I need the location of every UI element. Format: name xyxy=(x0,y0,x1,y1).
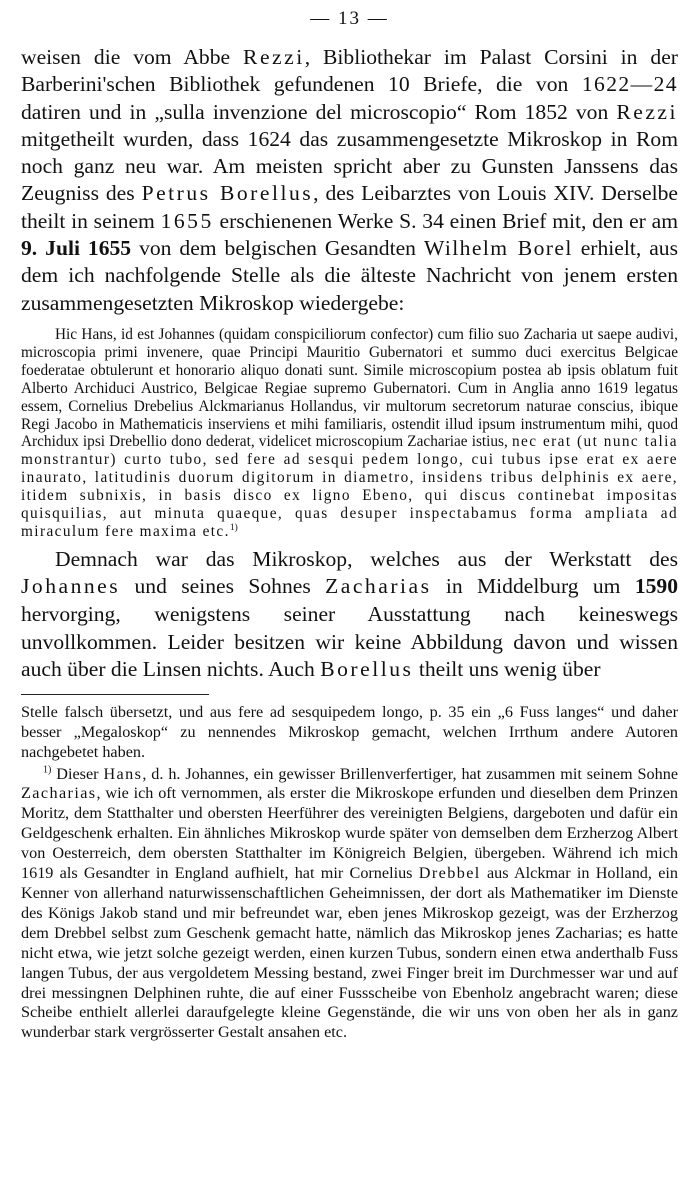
text-run: Dieser xyxy=(51,764,104,783)
person-name-johannes: Johannes xyxy=(21,574,121,599)
footnote-1 xyxy=(21,765,678,1044)
text-run: in Middelburg um xyxy=(431,574,635,599)
main-paragraph-2 xyxy=(21,546,678,684)
text-run: , d. h. Johannes, ein gewisser Brillenverfertiger, hat zusammen mit seinem Sohne xyxy=(142,764,679,783)
footnote-marker: 1) xyxy=(43,764,52,776)
latin-quotation xyxy=(21,326,678,541)
footnote-continued: Stelle falsch übersetzt, und aus fere ad sesquipedem longo, p. 35 ein „6 Fuss langes“ und daher besser „Megaloskop“ zu nennendes Mikroskop gemacht, welchen Irrthum andere Autoren nachgebetet haben. xyxy=(21,702,678,761)
text-run: weisen die vom Abbe xyxy=(21,45,244,69)
author-name-borellus: Petrus Borellus xyxy=(141,181,314,206)
author-name-borellus: Borellus xyxy=(320,657,414,682)
person-name-zacharias: Zacharias xyxy=(325,574,432,599)
text-run: theilt uns wenig über xyxy=(413,657,601,682)
text-run: Demnach war das Mikroskop, welches aus der Werkstatt des xyxy=(55,546,678,571)
text-run: hervorging, wenigstens seiner Ausstattung nach keineswegs unvollkommen. Leider besitzen wir keine Abbildung davon und wissen auch über die Linsen nichts. Auch xyxy=(21,602,678,682)
footnote-ref: 1) xyxy=(229,522,238,533)
text-run: erhielt, aus dem ich nachfolgende Stelle als die älteste Nachricht von jenem ersten zusammengesetzten Mikroskop wiedergebe: xyxy=(21,236,679,315)
text-run: von dem belgischen Gesandten xyxy=(131,236,424,261)
quote-text-spaced: nec erat (ut nunc talia monstrantur) curto tubo, sed fere ad sesqui pedem longo, cui tubus ipse erat ex aere inaurato, latitudinis duorum digitorum in diametro, insidens tribus delphinis ex aere, itidem subnixis, in basis disco ex ligno Ebeno, qui discus continebat impositas quisquilias, aut minuta quaeque, quas desuper inspectabamus forma ampliata ad miraculum fere maxima etc. xyxy=(21,433,678,540)
main-paragraph-1 xyxy=(21,44,678,317)
date-emphasis: 9. Juli 1655 xyxy=(21,236,132,261)
year-emphasis: 1590 xyxy=(634,574,678,599)
text-run: mitgetheilt wurden, dass 1624 das zusammengesetzte Mikroskop in Rom noch ganz neu war. Am meisten spricht aber zu Gunsten Janssens das Zeugniss des xyxy=(21,126,678,206)
person-name-hans: Hans xyxy=(103,764,143,783)
person-name-drebbel: Drebbel xyxy=(418,864,481,883)
text-run: , Bibliothekar im Palast Corsini in der Barberini'schen Bibliothek gefundenen 10 Briefe, die von xyxy=(21,45,678,97)
text-run: erschienenen Werke S. 34 einen Brief mit, den er am xyxy=(213,208,678,233)
text-run: und seines Sohnes xyxy=(120,574,326,599)
year: 1655 xyxy=(160,208,214,233)
text-run: datiren und in „sulla invenzione del microscopio“ Rom 1852 von xyxy=(21,99,617,124)
footnote-divider xyxy=(21,694,209,695)
text-run: , des Leibarztes von Louis XIV. Derselbe theilt in seinem xyxy=(21,181,678,233)
text-run: , wie ich oft vernommen, als erster die Mikroskope erfunden und dieselben dem Prinzen Moritz, dem Statthalter und obersten Heerführer des vereinigten Belgiens, dargeboten und dafür ein Geldgeschenk erhalten. Ein ähnliches Mikroskop wurde später von demselben dem Erzherzog Albert von Oesterreich, dem obersten Statthalter im Königreich Belgien, übergeben. Während ich mich 1619 als Gesandter in England aufhielt, hat mir Cornelius xyxy=(21,784,678,883)
page-number: — 13 — xyxy=(310,8,389,29)
text-run: aus Alckmar in Holland, ein Kenner von allerhand naturwissenschaftlichen Geheimnissen, der dort als Mathematiker im Dienste des Königs Jakob stand und mir befreundet war, eben jenes Mikroskop gezeigt, was der Erzherzog dem Drebbel selbst zum Geschenk gemacht hatte, nämlich das Mikroskop jenes Zacharias; es hatte nicht etwa, wie jetzt solche gezeigt werden, einen kurzen Tubus, sondern einen etwa anderthalb Fuss langen Tubus, der aus vergoldetem Messing bestand, zwei Finger breit im Durchmesser war und auf drei messingnen Delphinen ruhte, die auf einer Fussscheibe von Ebenholz angebracht waren; diese Scheibe enthielt allerlei daraufgelegte kleine Gegenstände, die wir uns von oben her als in ganz wunderbar stark vergrösserter Gestalt ansahen etc. xyxy=(21,864,679,1042)
author-name-rezzi: Rezzi xyxy=(616,99,678,124)
author-name-rezzi: Rezzi xyxy=(243,45,305,69)
quote-text: Hic Hans, id est Johannes (quidam conspiciliorum confector) cum filio suo Zacharia ut saepe audivi, microscopia primi invenere, quae Principi Mauritio Gubernatori et summo duci exercitus Belgicae foederatae obtulerunt et honorario aliquo donati sunt. Simile microscopium postea ab ipsis oblatum fuit Alberto Archiduci Austrico, Belgicae Regiae supremo Gubernatori. Cum in Anglia anno 1619 legatus essem, Cornelius Drebelius Alckmarianus Hollandus, vir multorum secretorum naturae conscius, ibique Regi Jacobo in Mathematicis inserviens et mihi familiaris, ostendit illud ipsum instrumentum mihi, quod Archidux ipsi Drebellio dono dederat, videlicet microscopium Zachariae istius, xyxy=(21,325,678,451)
person-name-zacharias: Zacharias xyxy=(21,784,97,803)
year-range: 1622—24 xyxy=(581,72,678,97)
person-name-borel: Wilhelm Borel xyxy=(423,236,573,261)
